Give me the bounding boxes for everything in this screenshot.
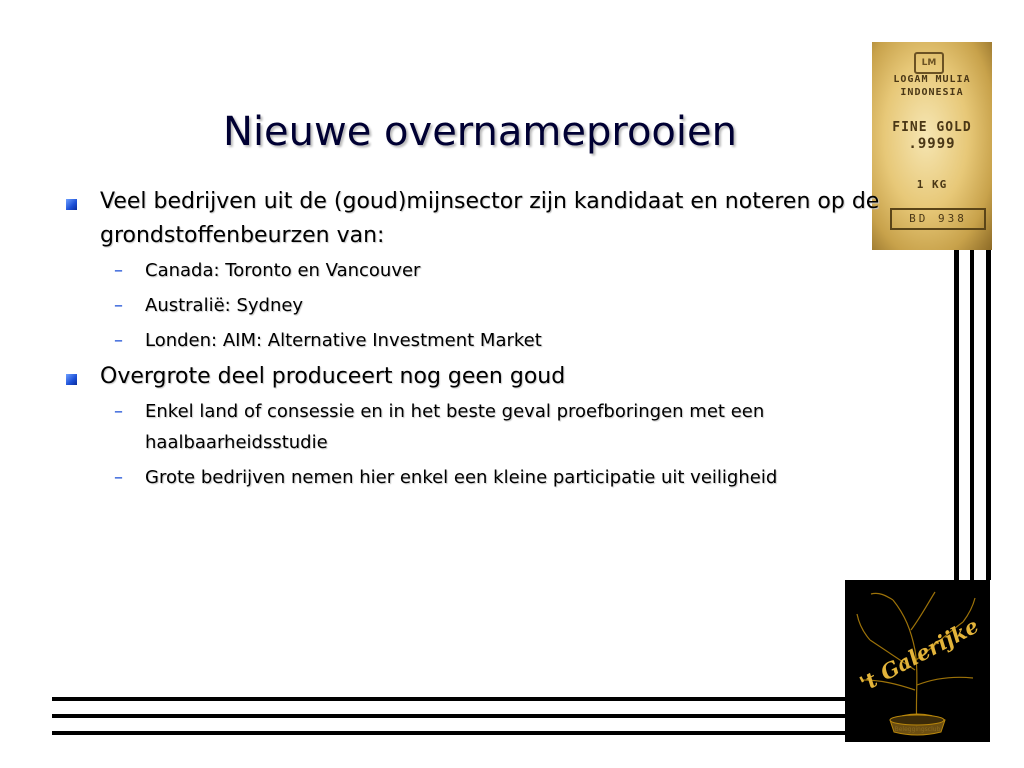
sub-bullet-item — [60, 290, 910, 321]
bullet-text: Veel bedrijven uit de (goud)mijnsector zijn kandidaat en noteren op de grondstoffenbeurzen van: — [100, 189, 880, 248]
sub-bullet-text: Londen: AIM: Alternative Investment Market — [145, 330, 542, 351]
galerijke-logo-text: 't Galerijke — [855, 612, 983, 697]
dash-bullet-icon: – — [114, 401, 123, 422]
gold-bar-line3: FINE GOLD — [892, 120, 972, 135]
bullet-item — [60, 185, 910, 253]
square-bullet-icon — [66, 374, 77, 385]
sub-bullet-item — [60, 255, 910, 286]
square-bullet-icon — [66, 199, 77, 210]
galerijke-logo — [845, 580, 990, 742]
decor-hline-3 — [52, 731, 852, 735]
gold-bar-serial: BD 938 — [890, 208, 986, 230]
dash-bullet-icon: – — [114, 467, 123, 488]
gold-bar-line5: 1 KG — [916, 178, 948, 191]
galerijke-logo-subtext: Beleggingsclub — [894, 726, 941, 733]
sub-bullet-text: Enkel land of consessie en in het beste geval proefboringen met een haalbaarheidsstudie — [145, 401, 765, 453]
gold-bar-line4: .9999 — [908, 136, 956, 152]
sub-bullet-text: Canada: Toronto en Vancouver — [145, 260, 421, 281]
sub-bullet-text: Grote bedrijven nemen hier enkel een kleine participatie uit veiligheid — [145, 467, 778, 488]
bullet-text: Overgrote deel produceert nog geen goud — [100, 364, 566, 389]
gold-bar-line2: INDONESIA — [900, 87, 964, 98]
sub-bullet-item — [60, 462, 905, 493]
dash-bullet-icon: – — [114, 260, 123, 281]
gold-bar-logo: LM — [914, 52, 944, 74]
dash-bullet-icon: – — [114, 295, 123, 316]
dash-bullet-icon: – — [114, 330, 123, 351]
sub-bullet-item — [60, 396, 905, 458]
sub-bullet-item — [60, 325, 910, 356]
sub-bullet-text: Australië: Sydney — [145, 295, 304, 316]
slide-title: Nieuwe overnameprooien — [223, 109, 737, 155]
decor-hline-1 — [52, 697, 852, 701]
slide-body — [60, 185, 910, 497]
bullet-item — [60, 360, 910, 394]
gold-bar-line1: LOGAM MULIA — [893, 74, 971, 85]
decor-hline-2 — [52, 714, 852, 718]
